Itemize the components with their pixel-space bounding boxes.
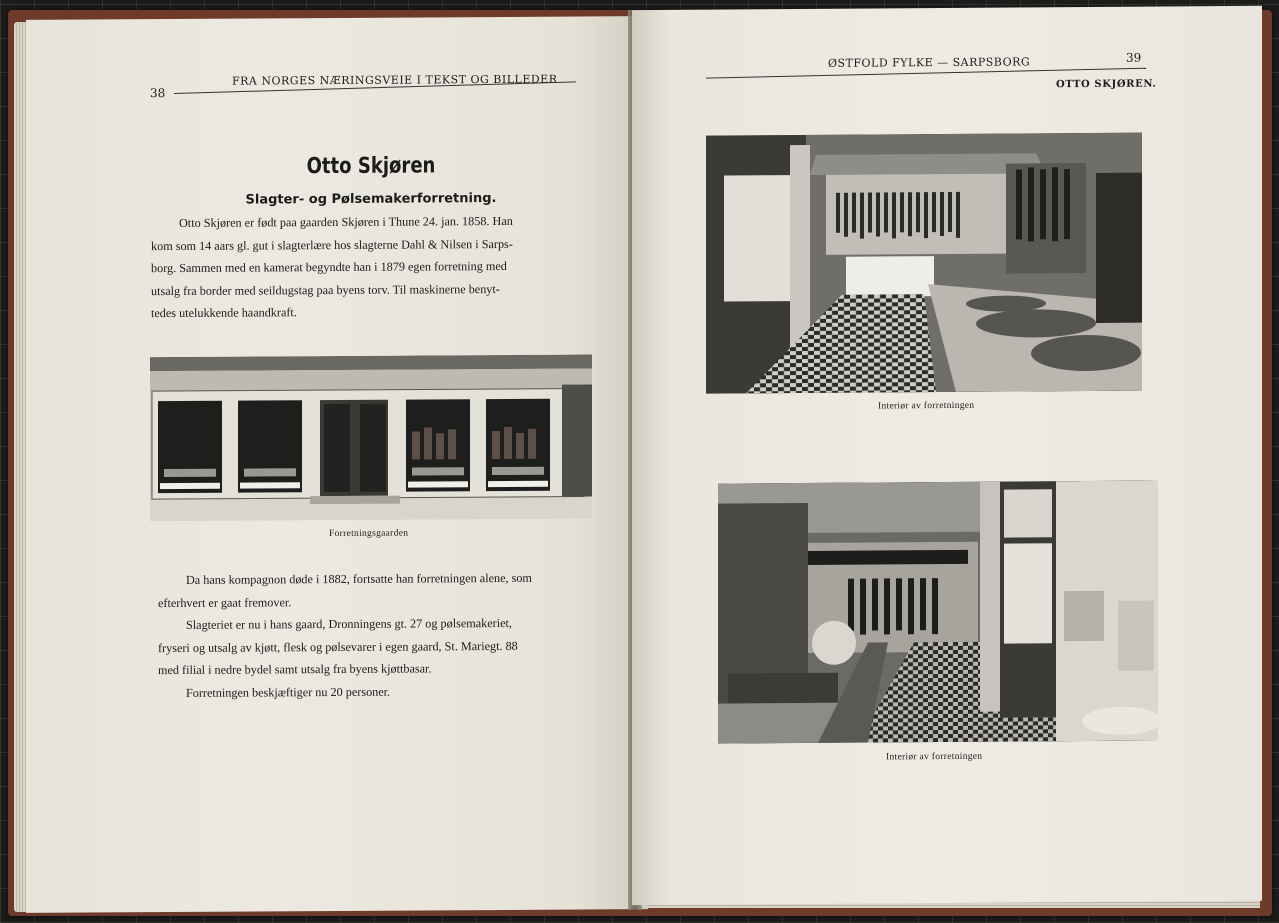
body-line: efterhvert er gaat fremover.	[158, 594, 292, 610]
body-line: Forretningen beskjæftiger nu 20 personer.	[186, 684, 391, 700]
article-title: Otto Skjøren	[306, 153, 436, 180]
intro-line: tedes utelukkende haandkraft.	[151, 305, 297, 321]
right-header-rule	[706, 68, 1146, 79]
interior-photo-2	[718, 481, 1158, 744]
left-running-header: FRA NORGES NÆRINGSVEIE I TEKST OG BILLEDER	[232, 72, 558, 88]
section-label: OTTO SKJØREN.	[1056, 78, 1157, 91]
right-page	[632, 6, 1262, 905]
intro-paragraph	[151, 210, 581, 325]
storefront-caption: Forretningsgaarden	[329, 528, 409, 540]
interior-caption-1: Interiør av forretningen	[878, 400, 975, 412]
body-line: Da hans kompagnon døde i 1882, fortsatte han forretningen alene, som	[186, 570, 532, 587]
left-page	[26, 16, 648, 913]
interior-photo-1	[706, 133, 1142, 394]
body-line: fryseri og utsalg av kjøtt, flesk og pølsevarer i egen gaard, St. Mariegt. 88	[158, 638, 518, 655]
intro-line: utsalg fra border med seildugstag paa byens torv. Til maskinerne benyt-	[151, 281, 500, 298]
right-running-header: ØSTFOLD FYLKE — SARPSBORG	[828, 55, 1031, 70]
interior-caption-2: Interiør av forretningen	[886, 751, 983, 763]
storefront-photo	[150, 354, 592, 521]
left-page-number: 38	[150, 86, 166, 101]
right-page-number: 39	[1126, 50, 1142, 65]
body-line: Slagteriet er nu i hans gaard, Dronningens gt. 27 og pølsemakeriet,	[186, 615, 512, 632]
intro-line: borg. Sammen med en kamerat begyndte han i 1879 egen forretning med	[151, 258, 507, 276]
article-subtitle: Slagter- og Pølsemakerforretning.	[245, 191, 497, 208]
body-line: med filial i nedre bydel samt utsalg fra byens kjøttbasar.	[158, 661, 432, 678]
body-paragraphs	[158, 566, 590, 704]
intro-line: kom som 14 aars gl. gut i slagterlære hos slagterne Dahl & Nilsen i Sarps-	[151, 236, 513, 253]
intro-line: Otto Skjøren er født paa gaarden Skjøren i Thune 24. jan. 1858. Han	[179, 213, 513, 230]
